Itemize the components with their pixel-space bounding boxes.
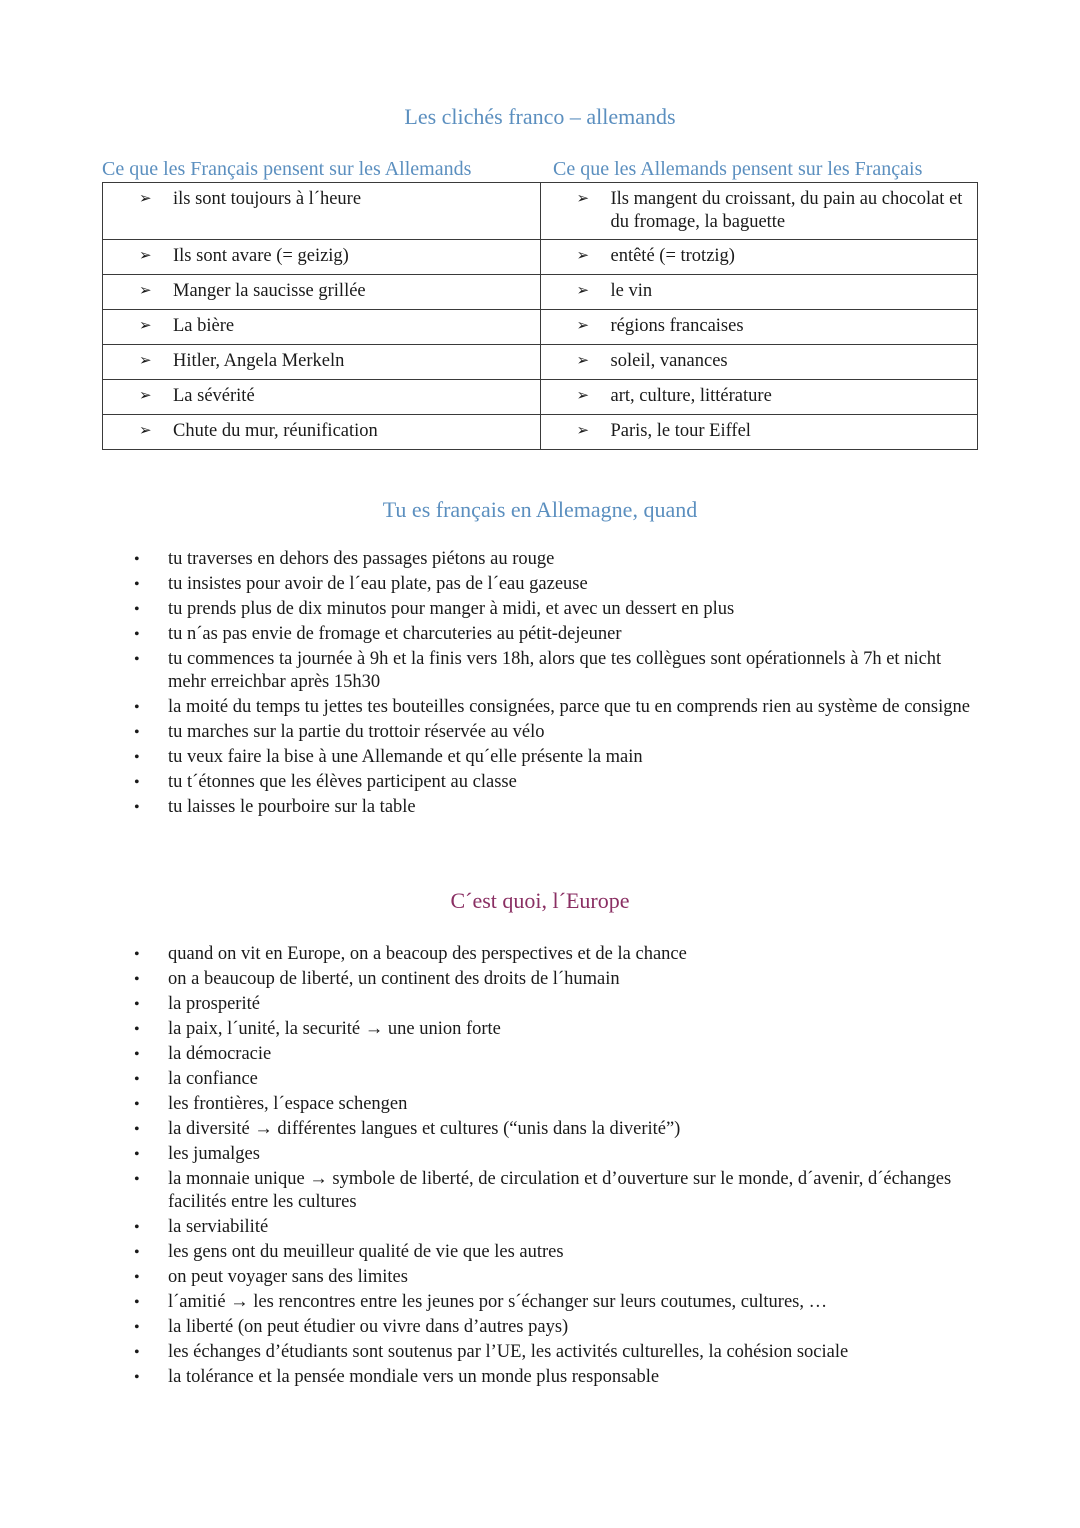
list-item	[0, 648, 1080, 694]
cell-text: Hitler, Angela Merkeln	[173, 351, 345, 371]
table-cell-right	[540, 380, 978, 415]
list-item-text: tu commences ta journée à 9h et la finis vers 18h, alors que tes collègues sont opérationnels à 7h et nicht mehr erreichbar après 15h30	[168, 649, 942, 692]
table-row	[103, 415, 978, 450]
list-item	[0, 1068, 1080, 1091]
cell-text: entêté (= trotzig)	[610, 246, 735, 266]
table-cell-left	[103, 345, 541, 380]
list-item-text: tu n´as pas envie de fromage et charcuteries au pétit-dejeuner	[168, 624, 622, 644]
cell-text: soleil, vanances	[610, 351, 728, 371]
arrow-bullet-icon: ➢	[139, 353, 152, 369]
cell-text: le vin	[610, 281, 653, 301]
bullet-dot-icon: •	[134, 749, 140, 766]
table-row	[103, 183, 978, 240]
column-header-left: Ce que les Français pensent sur les Allemands	[102, 158, 472, 180]
table-cell-right	[540, 183, 978, 240]
list-item-text: tu traverses en dehors des passages piétons au rouge	[168, 549, 555, 569]
arrow-bullet-icon: ➢	[576, 191, 590, 207]
bullet-dot-icon: •	[134, 799, 140, 816]
bullet-dot-icon: •	[134, 551, 140, 568]
arrow-bullet-icon: ➢	[139, 248, 152, 264]
section2-list	[0, 548, 1080, 821]
bullet-dot-icon: •	[134, 1319, 140, 1336]
bullet-dot-icon: •	[134, 651, 140, 668]
list-item	[0, 598, 1080, 621]
list-item	[0, 1118, 1080, 1141]
table-cell-right	[540, 345, 978, 380]
cell-text: Chute du mur, réunification	[173, 421, 378, 441]
list-item	[0, 1341, 1080, 1364]
bullet-dot-icon: •	[134, 699, 140, 716]
list-item-text: l´amitié → les rencontres entre les jeunes por s´échanger sur leurs coutumes, cultures, …	[168, 1292, 828, 1312]
bullet-dot-icon: •	[134, 1344, 140, 1361]
table-cell-right	[540, 240, 978, 275]
list-item-text: on peut voyager sans des limites	[168, 1267, 408, 1287]
arrow-bullet-icon: ➢	[576, 388, 590, 404]
column-header-right: Ce que les Allemands pensent sur les Français	[553, 158, 923, 180]
list-item	[0, 968, 1080, 991]
arrow-bullet-icon: ➢	[576, 423, 590, 439]
bullet-dot-icon: •	[134, 971, 140, 988]
bullet-dot-icon: •	[134, 774, 140, 791]
table-cell-left	[103, 183, 541, 240]
arrow-bullet-icon: ➢	[139, 388, 152, 404]
table-cell-left	[103, 310, 541, 345]
list-item	[0, 1168, 1080, 1214]
list-item-text: tu laisses le pourboire sur la table	[168, 797, 416, 817]
list-item	[0, 1366, 1080, 1389]
table-row	[103, 240, 978, 275]
arrow-bullet-icon: ➢	[576, 353, 590, 369]
list-item	[0, 1018, 1080, 1041]
list-item-text: tu veux faire la bise à une Allemande et qu´elle présente la main	[168, 747, 643, 767]
table-row	[103, 380, 978, 415]
list-item-text: la tolérance et la pensée mondiale vers un monde plus responsable	[168, 1367, 660, 1387]
arrow-bullet-icon: ➢	[139, 318, 152, 334]
arrow-bullet-icon: ➢	[576, 248, 590, 264]
list-item	[0, 1266, 1080, 1289]
list-item-text: tu t´étonnes que les élèves participent au classe	[168, 772, 517, 792]
cell-text: Ils mangent du croissant, du pain au chocolat et du fromage, la baguette	[610, 189, 963, 232]
list-item	[0, 1216, 1080, 1239]
bullet-dot-icon: •	[134, 1071, 140, 1088]
cell-text: La sévérité	[173, 386, 255, 406]
cell-text: La bière	[173, 316, 235, 336]
list-item	[0, 943, 1080, 966]
list-item	[0, 993, 1080, 1016]
list-item-text: tu insistes pour avoir de l´eau plate, pas de l´eau gazeuse	[168, 574, 588, 594]
cell-text: Paris, le tour Eiffel	[610, 421, 751, 441]
bullet-dot-icon: •	[134, 1294, 140, 1311]
arrow-bullet-icon: ➢	[139, 423, 152, 439]
bullet-dot-icon: •	[134, 601, 140, 618]
section1-title: Les clichés franco – allemands	[404, 104, 676, 129]
table-cell-left	[103, 240, 541, 275]
list-item-text: la diversité → différentes langues et cultures (“unis dans la diverité”)	[168, 1119, 681, 1139]
section3-title: C´est quoi, l´Europe	[450, 888, 630, 913]
list-item-text: la prosperité	[168, 994, 260, 1014]
list-item	[0, 696, 1080, 719]
section3-list	[0, 943, 1080, 1391]
bullet-dot-icon: •	[134, 1244, 140, 1261]
list-item	[0, 1043, 1080, 1066]
bullet-dot-icon: •	[134, 1096, 140, 1113]
list-item-text: on a beaucoup de liberté, un continent des droits de l´humain	[168, 969, 620, 989]
list-item-text: la confiance	[168, 1069, 258, 1089]
list-item	[0, 1093, 1080, 1116]
table-cell-left	[103, 275, 541, 310]
table-row	[103, 310, 978, 345]
list-item-text: la liberté (on peut étudier ou vivre dans d’autres pays)	[168, 1317, 569, 1337]
cell-text: ils sont toujours à l´heure	[173, 189, 362, 209]
table-row	[103, 345, 978, 380]
bullet-dot-icon: •	[134, 1369, 140, 1386]
arrow-bullet-icon: ➢	[576, 318, 590, 334]
list-item	[0, 1143, 1080, 1166]
bullet-dot-icon: •	[134, 626, 140, 643]
bullet-dot-icon: •	[134, 576, 140, 593]
bullet-dot-icon: •	[134, 724, 140, 741]
bullet-dot-icon: •	[134, 996, 140, 1013]
list-item	[0, 1291, 1080, 1314]
section2-title: Tu es français en Allemagne, quand	[382, 497, 698, 522]
list-item	[0, 746, 1080, 769]
list-item	[0, 771, 1080, 794]
table-cell-right	[540, 310, 978, 345]
list-item-text: la serviabilité	[168, 1217, 269, 1237]
arrow-bullet-icon: ➢	[139, 283, 152, 299]
table-row	[103, 275, 978, 310]
cell-text: Manger la saucisse grillée	[173, 281, 366, 301]
list-item	[0, 1316, 1080, 1339]
list-item	[0, 548, 1080, 571]
cell-text: Ils sont avare (= geizig)	[173, 246, 349, 266]
list-item	[0, 721, 1080, 744]
list-item-text: la moité du temps tu jettes tes bouteilles consignées, parce que tu en comprends rien au système de consigne	[168, 697, 970, 717]
bullet-dot-icon: •	[134, 1146, 140, 1163]
bullet-dot-icon: •	[134, 1219, 140, 1236]
bullet-dot-icon: •	[134, 1269, 140, 1286]
table-cell-right	[540, 275, 978, 310]
bullet-dot-icon: •	[134, 946, 140, 963]
cliches-table	[102, 182, 978, 450]
list-item	[0, 1241, 1080, 1264]
list-item	[0, 623, 1080, 646]
table-cell-left	[103, 415, 541, 450]
arrow-bullet-icon: ➢	[576, 283, 590, 299]
list-item-text: les échanges d’étudiants sont soutenus par l’UE, les activités culturelles, la cohésion sociale	[168, 1342, 849, 1362]
arrow-bullet-icon: ➢	[139, 191, 152, 207]
bullet-dot-icon: •	[134, 1121, 140, 1138]
list-item-text: les gens ont du meuilleur qualité de vie que les autres	[168, 1242, 564, 1262]
bullet-dot-icon: •	[134, 1021, 140, 1038]
cell-text: régions francaises	[610, 316, 744, 336]
list-item-text: tu marches sur la partie du trottoir réservée au vélo	[168, 722, 545, 742]
list-item-text: les jumalges	[168, 1144, 260, 1164]
list-item-text: tu prends plus de dix minutos pour manger à midi, et avec un dessert en plus	[168, 599, 735, 619]
list-item-text: les frontières, l´espace schengen	[168, 1094, 408, 1114]
list-item-text: la démocracie	[168, 1044, 272, 1064]
table-cell-left	[103, 380, 541, 415]
list-item	[0, 573, 1080, 596]
bullet-dot-icon: •	[134, 1046, 140, 1063]
cell-text: art, culture, littérature	[610, 386, 772, 406]
list-item-text: la monnaie unique → symbole de liberté, de circulation et d’ouverture sur le monde, d´avenir, d´échanges facilités entre les cultures	[168, 1169, 952, 1212]
list-item	[0, 796, 1080, 819]
table-cell-right	[540, 415, 978, 450]
list-item-text: la paix, l´unité, la securité → une union forte	[168, 1019, 501, 1039]
list-item-text: quand on vit en Europe, on a beacoup des perspectives et de la chance	[168, 944, 687, 964]
bullet-dot-icon: •	[134, 1171, 140, 1188]
